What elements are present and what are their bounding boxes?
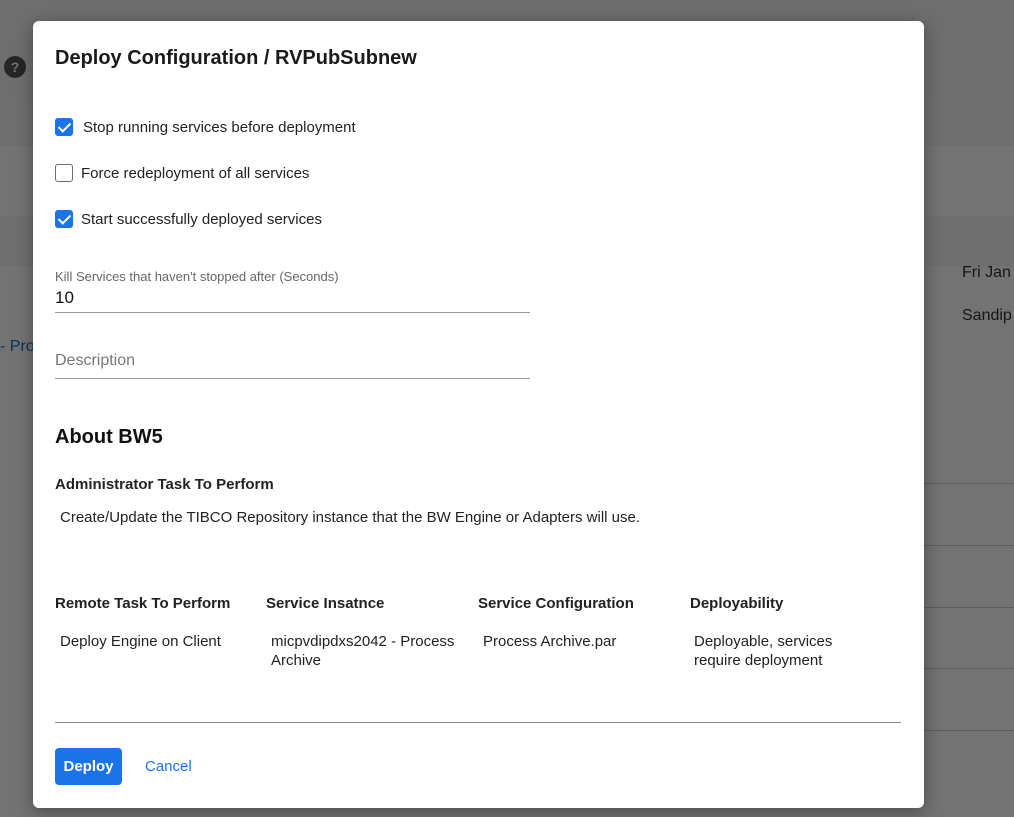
cell-remote-task: Deploy Engine on Client: [60, 633, 221, 650]
start-services-label: Start successfully deployed services: [81, 210, 322, 228]
description-field[interactable]: [55, 348, 530, 379]
admin-task-description: Create/Update the TIBCO Repository instance that the BW Engine or Adapters will use.: [60, 509, 641, 526]
force-redeploy-checkbox[interactable]: [55, 164, 73, 182]
footer-divider: [55, 722, 901, 723]
column-header-deployability: Deployability: [690, 595, 784, 612]
description-input[interactable]: [55, 348, 530, 374]
deploy-button[interactable]: Deploy: [55, 748, 122, 785]
kill-timeout-field[interactable]: [55, 269, 530, 313]
cell-service-instance: micpvdipdxs2042 - Process Archive: [271, 633, 455, 669]
column-header-remote-task: Remote Task To Perform: [55, 595, 231, 612]
stop-services-checkbox[interactable]: [55, 118, 73, 136]
about-title: About BW5: [55, 426, 163, 448]
cancel-button[interactable]: Cancel: [145, 758, 192, 775]
start-services-option[interactable]: [55, 208, 322, 230]
kill-timeout-label: Kill Services that haven't stopped after (Seconds): [55, 269, 339, 284]
kill-timeout-value[interactable]: 10: [55, 288, 74, 307]
column-header-service-configuration: Service Configuration: [478, 595, 634, 612]
force-redeploy-option[interactable]: [55, 162, 309, 184]
cell-deployability: Deployable, services require deployment: [694, 633, 833, 669]
admin-task-title: Administrator Task To Perform: [55, 476, 274, 493]
column-header-service-instance: Service Insatnce: [266, 595, 385, 612]
force-redeploy-label: Force redeployment of all services: [81, 164, 310, 182]
stop-services-option[interactable]: [55, 116, 356, 138]
cell-service-configuration: Process Archive.par: [483, 633, 617, 650]
start-services-checkbox[interactable]: [55, 210, 73, 228]
deploy-configuration-dialog: [33, 21, 924, 808]
stop-services-label: Stop running services before deployment: [83, 118, 356, 136]
dialog-title: Deploy Configuration / RVPubSubnew: [55, 47, 417, 69]
